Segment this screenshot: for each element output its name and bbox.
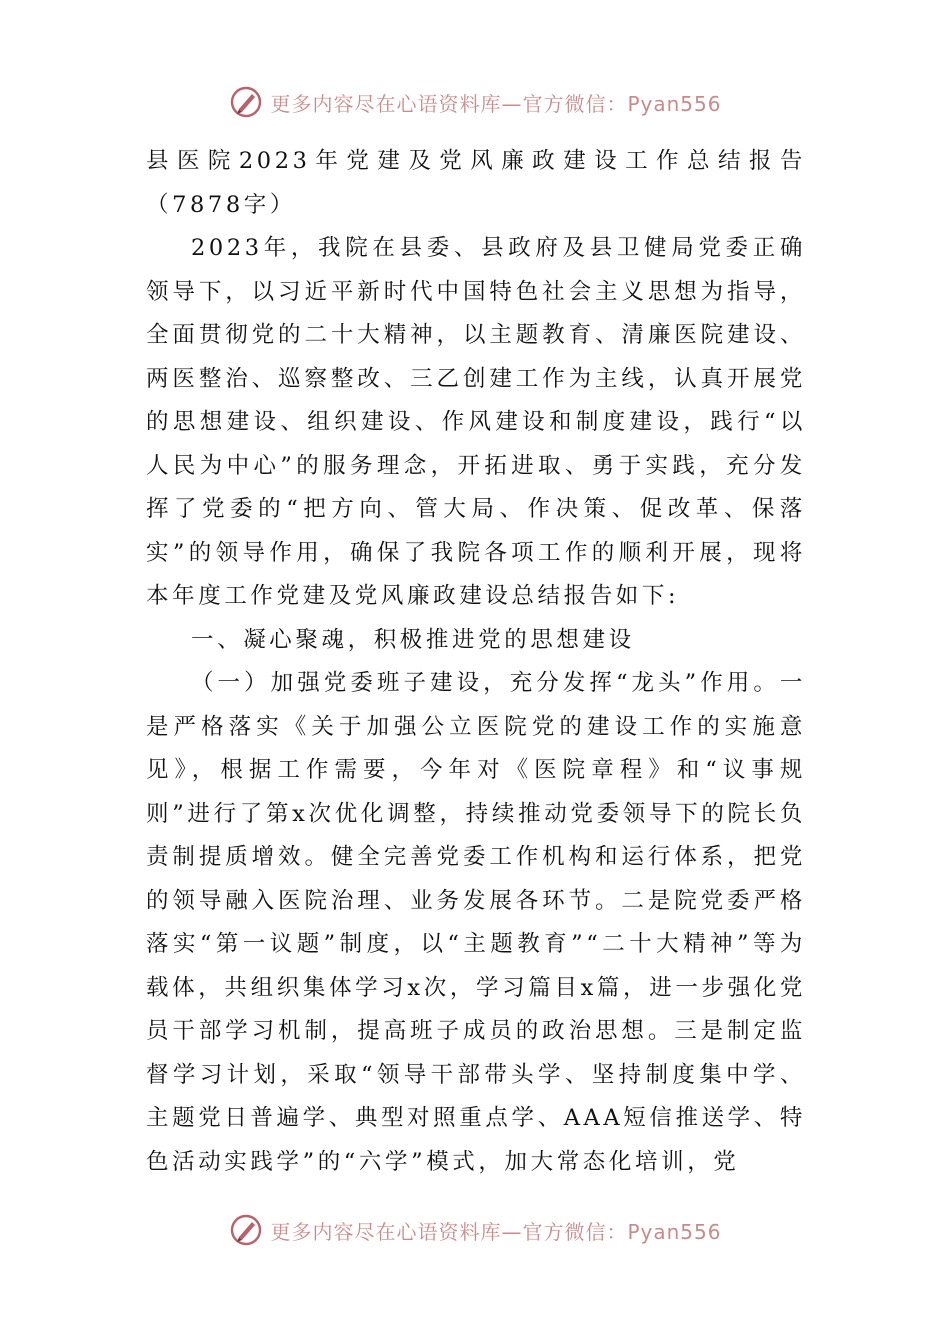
watermark-footer — [0, 1210, 950, 1250]
pen-logo-icon — [228, 84, 264, 120]
paragraph-intro: 2023年，我院在县委、县政府及县卫健局党委正确领导下，以习近平新时代中国特色社会主义思想为指导，全面贯彻党的二十大精神，以主题教育、清廉医院建设、两医整治、巡察整改、三乙创建工作为主线，认真开展党的思想建设、组织建设、作风建设和制度建设，践行“以人民为中心”的服务理念，开拓进取、勇于实践，充分发挥了党委的“把方向、管大局、作决策、促改革、保落实”的领导作用，确保了我院各项工作的顺利开展，现将本年度工作党建及党风廉政建设总结报告如下: — [146, 235, 806, 609]
document-body — [146, 140, 806, 1184]
paragraph-section-1-1: （一）加强党委班子建设，充分发挥“龙头”作用。一是严格落实《关于加强公立医院党的建设工作的实施意见》，根据工作需要，今年对《医院章程》和“议事规则”进行了第x次优化调整，持续推动党委领导下的院长负责制提质增效。健全完善党委工作机构和运行体系，把党的领导融入医院治理、业务发展各环节。二是院党委严格落实“第一议题”制度，以“主题教育”“二十大精神”等为载体，共组织集体学习x次，学习篇目x篇，进一步强化党员干部学习机制，提高班子成员的政治思想。三是制定监督学习计划，采取“领导干部带头学、坚持制度集中学、主题党日普遍学、典型对照重点学、AAA短信推送学、特色活动实践学”的“六学”模式，加大常态化培训，党 — [146, 670, 806, 1175]
pen-logo-icon — [228, 1212, 264, 1248]
watermark-header — [0, 82, 950, 122]
watermark-text: 更多内容尽在心语资料库—官方微信：Pyan556 — [270, 91, 722, 116]
section-heading-1: 一、凝心聚魂，积极推进党的思想建设 — [191, 626, 635, 653]
document-title: 县医院2023年党建及党风廉政建设工作总结报告（7878字） — [146, 148, 806, 218]
watermark-text: 更多内容尽在心语资料库—官方微信：Pyan556 — [270, 1219, 722, 1244]
